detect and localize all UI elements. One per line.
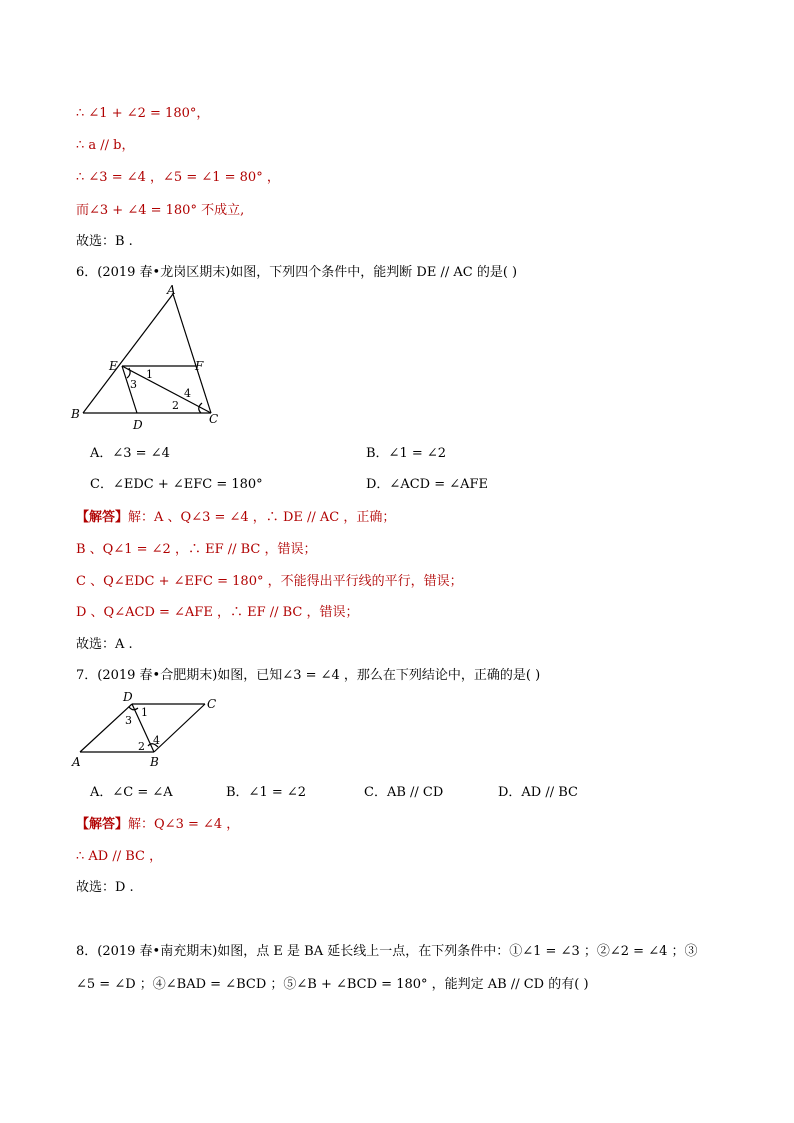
edge-AC (173, 294, 211, 413)
q6-option-D[interactable]: D．∠ACD = ∠AFE (366, 477, 489, 492)
edge-CB (154, 704, 205, 752)
edge-BA (83, 294, 173, 413)
q7-option-A[interactable]: A．∠C = ∠A (90, 785, 173, 800)
solution-line-3: ∴ ∠3 = ∠4 ，∠5 = ∠1 = 80° ， (76, 170, 280, 185)
label-B: B (71, 407, 80, 421)
label-D: D (123, 690, 133, 704)
question-7-stem: 7．(2019 春•合肥期末)如图，已知∠3 = ∠4 ，那么在下列结论中，正确的是( ) (76, 668, 541, 683)
label-4: 4 (184, 387, 191, 400)
q7-answer-line-1: 【解答】解：Q∠3 = ∠4 ， (76, 817, 240, 832)
q7-option-D[interactable]: D．AD // BC (498, 785, 578, 800)
label-D: D (133, 418, 143, 432)
q6-option-C[interactable]: C．∠EDC + ∠EFC = 180° (90, 477, 263, 492)
q7-answer-choice: 故选：D . (76, 880, 134, 895)
question-6-stem: 6．(2019 春•龙岗区期末)如图，下列四个条件中，能判断 DE // AC 的是( ) (76, 265, 518, 280)
question-8-stem-line-1: 8．(2019 春•南充期末)如图，点 E 是 BA 延长线上一点，在下列条件中：①∠1 = ∠3 ；②∠2 = ∠4 ；③ (76, 944, 698, 959)
solution-choice: 故选：B . (76, 234, 133, 249)
label-A: A (72, 755, 81, 769)
label-3: 3 (125, 714, 132, 727)
label-1: 1 (141, 706, 148, 719)
q7-option-C[interactable]: C．AB // CD (364, 785, 444, 800)
label-F: F (195, 359, 204, 373)
label-2: 2 (172, 399, 179, 412)
label-A: A (167, 283, 176, 297)
q6-answer-line-4: D 、Q∠ACD = ∠AFE ，∴ EF // BC ，错误； (76, 605, 359, 620)
label-3: 3 (130, 378, 137, 391)
question-8-stem-line-2: ∠5 = ∠D ；④∠BAD = ∠BCD ；⑤∠B + ∠BCD = 180° ，能判定 AB // CD 的有( ) (76, 977, 589, 992)
q6-answer-choice: 故选：A . (76, 637, 133, 652)
q6-answer-line-1: 【解答】解：A 、Q∠3 = ∠4 ，∴ DE // AC ，正确； (76, 510, 396, 525)
question-7-figure (66, 686, 236, 770)
solution-line-1: ∴ ∠1 + ∠2 = 180°， (76, 106, 210, 121)
edge-AD (80, 704, 132, 752)
label-C: C (207, 697, 217, 711)
label-2: 2 (138, 740, 145, 753)
solution-line-2: ∴ a // b， (76, 138, 135, 153)
label-B: B (150, 755, 159, 769)
q6-option-B[interactable]: B．∠1 = ∠2 (366, 446, 447, 461)
answer-tag: 【解答】 (76, 510, 129, 525)
q6-option-A[interactable]: A．∠3 = ∠4 (90, 446, 170, 461)
label-C: C (209, 412, 219, 426)
label-1: 1 (146, 368, 153, 381)
q6-answer-line-3: C 、Q∠EDC + ∠EFC = 180° ，不能得出平行线的平行，错误； (76, 574, 463, 589)
answer-tag: 【解答】 (76, 817, 129, 832)
solution-line-4: 而∠3 + ∠4 = 180° 不成立, (76, 203, 245, 218)
q7-answer-line-2: ∴ AD // BC ， (76, 849, 163, 864)
q7-option-B[interactable]: B．∠1 = ∠2 (226, 785, 307, 800)
q6-answer-line-2: B 、Q∠1 = ∠2 ，∴ EF // BC ，错误； (76, 542, 317, 557)
question-6-figure (66, 282, 236, 434)
label-E: E (109, 359, 118, 373)
label-4: 4 (153, 734, 160, 747)
